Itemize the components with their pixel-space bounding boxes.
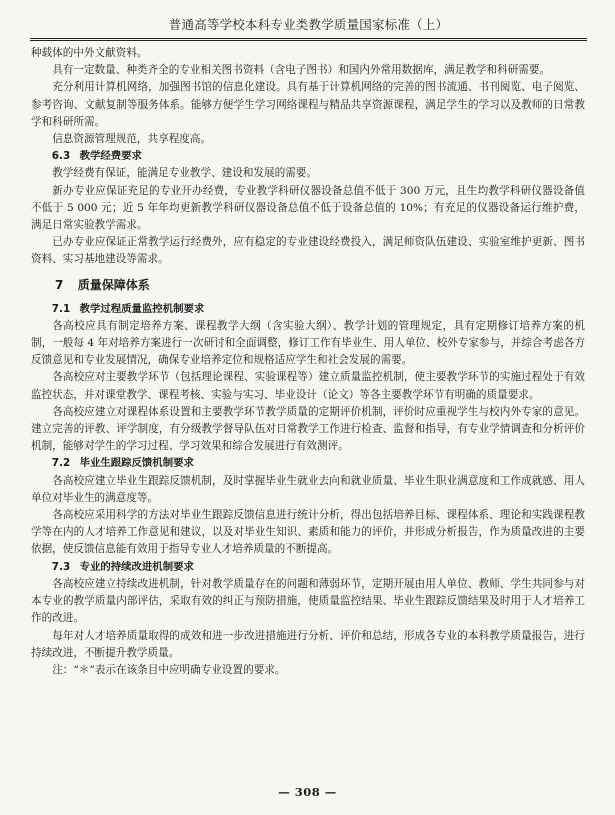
- section-heading-7-3: [31, 559, 585, 576]
- header-rule-bottom: [30, 40, 587, 41]
- paragraph: 各高校应采用科学的方法对毕业生跟踪反馈信息进行统计分析，得出包括培养目标、课程体系、理论和实践课程教学等在内的人才培养工作意见和建议，以及对毕业生知识、素质和能力的评价，并形成分析报告，作为质量改进的主要依据，使反馈信息能有效用于指导专业人才培养质量的不断提高。: [31, 509, 585, 556]
- paragraph: 信息资源管理规范，共享程度高。: [52, 133, 212, 146]
- chapter-title: 质量保障体系: [77, 277, 150, 292]
- paragraph: 已办专业应保证正常教学运行经费外，应有稳定的专业建设经费投入，满足师资队伍建设、实验室维护更新、图书资料、实习基地建设等需求。: [31, 236, 585, 266]
- running-header: 普通高等学校本科专业类教学质量国家标准（上）: [168, 17, 449, 32]
- footnote: 注：“＊”表示在该条目中应明确专业设置的要求。: [52, 663, 286, 676]
- section-number: 7.1: [51, 302, 71, 315]
- paragraph: 各高校应具有制定培养方案、课程教学大纲（含实验大纲）、教学计划的管理规定，具有定期修订培养方案的机制，一般每 4 年对培养方案进行一次研讨和全面调整，修订工作有毕业生、用人单位、校外专家参与，并综合考虑各方反馈意见和专业发展情况，确保专业培养定位和规格适应学生和社会发展的需要。: [31, 319, 585, 367]
- section-title: 教学过程质量监控机制要求: [79, 302, 205, 315]
- paragraph: 各高校应建立持续改进机制，针对教学质量存在的问题和薄弱环节，定期开展由用人单位、教师、学生共同参与对本专业的教学质量内部评估，采取有效的纠正与预防措施，使质量监控结果、毕业生跟踪反馈结果及时用于人才培养工作的改进。: [31, 577, 585, 625]
- section-heading-6-3: [31, 148, 585, 165]
- paragraph: 具有一定数量、种类齐全的专业相关图书资料（含电子图书）和国内外常用数据库，满足教学和科研需要。: [52, 64, 551, 77]
- section-number: 6.3: [51, 150, 71, 163]
- section-heading-7-1: [31, 301, 585, 318]
- page-body: [31, 45, 585, 679]
- paragraph: 种载体的中外文献资料。: [31, 47, 148, 59]
- section-title: 毕业生跟踪反馈机制要求: [79, 457, 194, 470]
- section-title: 教学经费要求: [79, 150, 142, 163]
- section-heading-7-2: [31, 455, 585, 472]
- header-rule-top: [30, 38, 587, 39]
- paragraph: 教学经费有保证，能满足专业教学、建设和发展的需要。: [52, 167, 318, 180]
- paragraph: 各高校应对主要教学环节（包括理论课程、实验课程等）建立质量监控机制，使主要教学环节的实施过程处于有效监控状态，并对课堂教学、课程考核、实验与实习、毕业设计（论文）等各主要教学环节有明确的质量要求。: [31, 371, 585, 401]
- chapter-heading-7: [31, 275, 585, 295]
- paragraph: 各高校应建立毕业生跟踪反馈机制，及时掌握毕业生就业去向和就业质量、毕业生职业满意度和工作成就感、用人单位对毕业生的满意度等。: [31, 474, 585, 504]
- paragraph: 充分利用计算机网络，加强图书馆的信息化建设。具有基于计算机网络的完善的图书流通、书刊阅览、电子阅览、参考咨询、文献复制等服务体系。能够方便学生学习网络课程与精品共享资源课程，满足学生的学习以及教师的日常教学和科研所需。: [31, 81, 585, 128]
- paragraph: 每年对人才培养质量取得的成效和进一步改进措施进行分析、评价和总结，形成各专业的本科教学质量报告，进行持续改进，不断提升教学质量。: [31, 629, 585, 659]
- section-number: 7.3: [51, 560, 71, 573]
- page-number: — 308 —: [278, 785, 337, 799]
- paragraph: 各高校应建立对课程体系设置和主要教学环节教学质量的定期评价机制，评价时应重视学生与校内外专家的意见。建立完善的评教、评学制度，有分级教学督导队伍对日常教学工作进行检查、监督和指导，有专业学情调查和分析评价机制，能够对学生的学习过程、学习效果和综合发展进行有效测评。: [31, 405, 585, 453]
- section-number: 7.2: [51, 457, 71, 470]
- paragraph: 新办专业应保证充足的专业开办经费，专业教学科研仪器设备总值不低于 300 万元，且生均教学科研仪器设备值不低于 5 000 元；近 5 年年均更新教学科研仪器设备总值不低于设备总值的 10%；有充足的仪器设备运行维护费，满足日常实验教学需求。: [31, 184, 585, 232]
- section-title: 专业的持续改进机制要求: [79, 560, 194, 573]
- chapter-number: 7: [55, 277, 64, 292]
